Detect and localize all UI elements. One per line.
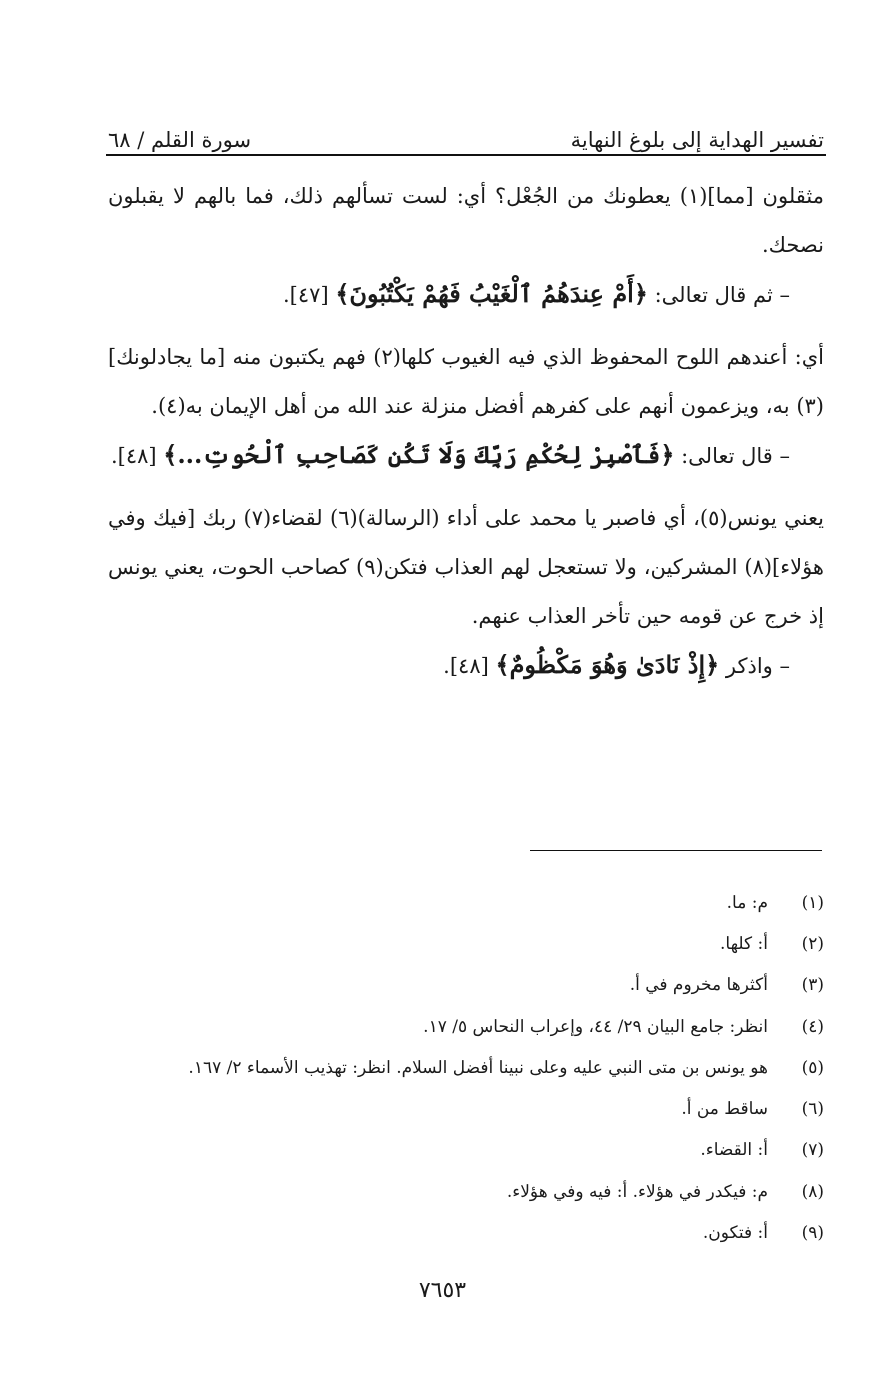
footnote-number: (٢) <box>801 933 824 954</box>
quran-verse: ﴿أَمْ عِندَهُمُ ٱلْغَيْبُ فَهُمْ يَكْتُبُونَ﴾ <box>335 279 648 308</box>
footnote <box>108 965 824 1006</box>
verse-reference: [٤٨]. <box>110 444 157 468</box>
footnote-rule <box>530 850 822 851</box>
book-title: تفسير الهداية إلى بلوغ النهاية <box>570 128 824 152</box>
footnotes <box>108 882 824 1254</box>
footnote-number: (٨) <box>801 1181 824 1202</box>
verse-reference: [٤٨]. <box>443 654 489 678</box>
running-header <box>108 112 824 152</box>
footnote <box>108 882 824 923</box>
footnote-text: م: فيكدر في هؤلاء. أ: فيه وفي هؤلاء. <box>506 1181 768 1202</box>
footnote-text: انظر: جامع البيان ٢٩/ ٤٤، وإعراب النحاس ٥/ ١٧. <box>423 1016 768 1037</box>
footnote-text: ساقط من أ. <box>681 1099 768 1120</box>
page-number: ٧٦٥٣ <box>418 1278 467 1303</box>
paragraph-1: مثقلون [مما](١) يعطونك من الجُعْل؟ أي: لست تسألهم ذلك، فما بالهم لا يقبلون نصحك. <box>108 184 824 257</box>
footnote-text: هو يونس بن متى النبي عليه وعلى نبينا أفضل السلام. انظر: تهذيب الأسماء ٢/ ١٦٧. <box>188 1057 768 1078</box>
paragraph-2: أي: أعندهم اللوح المحفوظ الذي فيه الغيوب كلها(٢) فهم يكتبون منه [ما يجادلونك](٣) به، ويزعمون أنهم على كفرهم أفضل منزلة عند الله من أهل الإيمان به(٤). <box>108 345 824 418</box>
footnote-text: أ: فتكون. <box>702 1223 768 1244</box>
quote-intro: – واذكر <box>725 654 790 678</box>
surah-page-label: سورة القلم / ٦٨ <box>108 128 252 152</box>
footnote <box>108 923 824 964</box>
footnote-number: (٧) <box>801 1140 824 1161</box>
footnote <box>108 1047 824 1088</box>
footnote-text: أ: القضاء. <box>700 1140 768 1161</box>
footnote <box>108 1212 824 1253</box>
quote-intro: – ثم قال تعالى: <box>654 283 790 307</box>
paragraph-3: يعني يونس(٥)، أي فاصبر يا محمد على أداء (الرسالة)(٦) لقضاء(٧) ربك [فيك وفي هؤلاء](٨) المشركين، ولا تستعجل لهم العذاب فتكن(٩) كصاحب الحوت، يعني يونس إذ خرج عن قومه حين تأخر العذاب عنهم. <box>108 506 825 628</box>
footnote-text: أكثرها مخروم في أ. <box>629 975 768 996</box>
footnote <box>108 1006 824 1047</box>
quran-quote-3 <box>108 641 824 690</box>
footnote-number: (٤) <box>801 1016 824 1037</box>
footnote <box>108 1130 824 1171</box>
quote-intro: – قال تعالى: <box>681 444 790 468</box>
footnote-text: م: ما. <box>726 892 768 913</box>
main-text <box>108 172 824 704</box>
verse-reference: [٤٧]. <box>283 283 329 307</box>
quran-verse: ﴿فَٱصْبِرْ لِحُكْمِ رَبِّكَ وَلَا تَكُن كَصَاحِبِ ٱلْحُوتِ...﴾ <box>163 440 675 469</box>
quran-quote-2 <box>108 431 824 480</box>
footnote-number: (٩) <box>801 1223 824 1244</box>
quran-quote-1 <box>108 270 824 319</box>
footnote <box>108 1088 824 1129</box>
footnote-number: (٣) <box>801 975 824 996</box>
header-rule <box>106 154 826 156</box>
footnote-number: (٦) <box>801 1099 824 1120</box>
footnote-text: أ: كلها. <box>720 933 768 954</box>
footnote-number: (١) <box>801 892 824 913</box>
footnote <box>108 1171 824 1212</box>
footnote-number: (٥) <box>801 1057 824 1078</box>
quran-verse: ﴿إِذْ نَادَىٰ وَهُوَ مَكْظُومٌ﴾ <box>495 650 720 679</box>
